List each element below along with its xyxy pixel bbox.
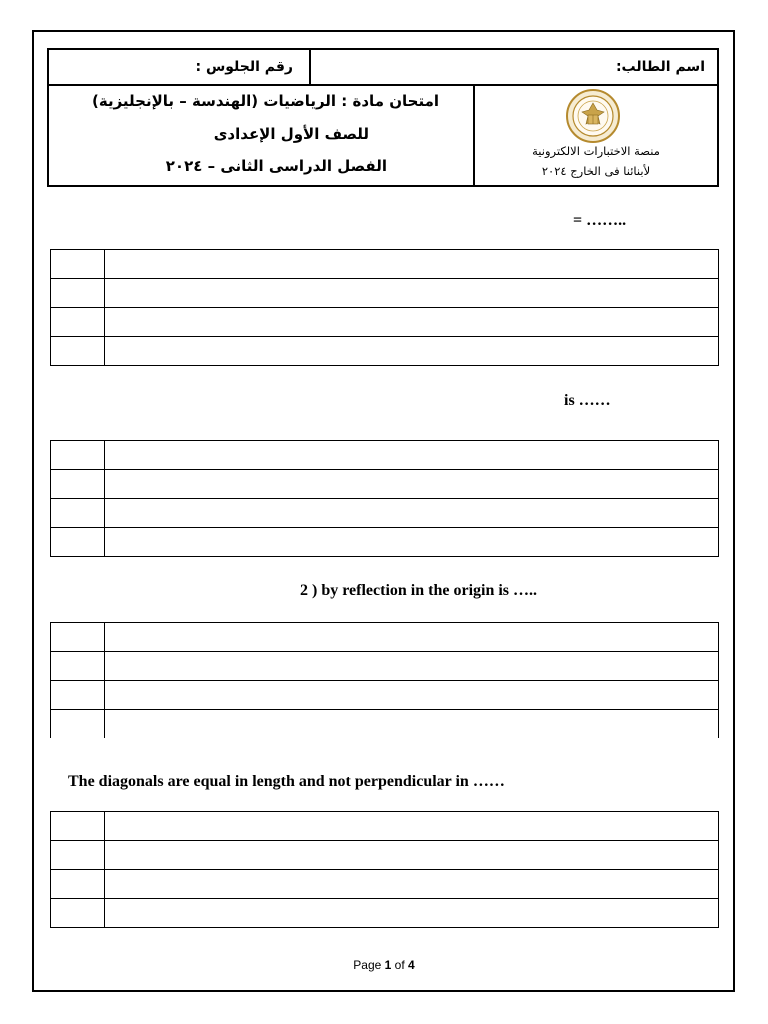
option-answer-cell[interactable]: [105, 841, 719, 870]
option-answer-cell[interactable]: [105, 812, 719, 841]
option-answer-cell[interactable]: [105, 899, 719, 928]
option-letter-cell: [51, 528, 105, 557]
option-letter-cell: [51, 337, 105, 366]
option-row[interactable]: [51, 279, 719, 308]
option-row[interactable]: [51, 499, 719, 528]
option-row[interactable]: [51, 841, 719, 870]
option-answer-cell[interactable]: [105, 470, 719, 499]
platform-name: منصة الاختبارات الالكترونية: [532, 144, 660, 158]
option-answer-cell[interactable]: [105, 870, 719, 899]
question-1-options: [50, 249, 719, 366]
option-row[interactable]: [51, 652, 719, 681]
header-info-row: [47, 48, 719, 86]
seat-number-cell[interactable]: [49, 50, 311, 84]
option-answer-cell[interactable]: [105, 710, 719, 739]
exam-title-cell: [49, 86, 475, 185]
option-letter-cell: [51, 308, 105, 337]
option-row[interactable]: [51, 870, 719, 899]
option-answer-cell[interactable]: [105, 308, 719, 337]
page-footer: [0, 958, 768, 972]
option-letter-cell: [51, 681, 105, 710]
option-answer-cell[interactable]: [105, 441, 719, 470]
current-page-number: 1: [384, 958, 392, 972]
option-letter-cell: [51, 623, 105, 652]
total-pages-number: 4: [408, 958, 415, 972]
option-letter-cell: [51, 710, 105, 739]
option-row[interactable]: [51, 528, 719, 557]
option-letter-cell: [51, 250, 105, 279]
option-row[interactable]: [51, 710, 719, 739]
option-row[interactable]: [51, 441, 719, 470]
egypt-ministry-seal-icon: [565, 88, 621, 144]
option-letter-cell: [51, 841, 105, 870]
exam-term-line: الفصل الدراسى الثانى – ٢٠٢٤: [165, 157, 387, 175]
platform-subtitle: لأبنائنا فى الخارج ٢٠٢٤: [541, 164, 651, 178]
question-2-options: [50, 440, 719, 557]
option-row[interactable]: [51, 623, 719, 652]
option-answer-cell[interactable]: [105, 528, 719, 557]
question-4-text: The diagonals are equal in length and not perpendicular in ……: [68, 773, 505, 790]
option-answer-cell[interactable]: [105, 681, 719, 710]
student-name-cell[interactable]: [311, 50, 717, 84]
option-letter-cell: [51, 441, 105, 470]
question-4-options: [50, 811, 719, 928]
option-letter-cell: [51, 279, 105, 308]
option-row[interactable]: [51, 470, 719, 499]
option-letter-cell: [51, 812, 105, 841]
question-1-text: = ……..: [573, 212, 627, 229]
student-name-label: اسم الطالب:: [615, 59, 705, 75]
option-letter-cell: [51, 499, 105, 528]
exam-title-line: امتحان مادة : الرياضيات (الهندسة – بالإنجليزية): [92, 92, 439, 110]
option-row[interactable]: [51, 681, 719, 710]
option-row[interactable]: [51, 308, 719, 337]
option-row[interactable]: [51, 337, 719, 366]
header-title-row: [47, 86, 719, 187]
option-answer-cell[interactable]: [105, 652, 719, 681]
platform-cell: [475, 86, 717, 185]
question-3-options: [50, 622, 719, 738]
question-2-text: is ……: [564, 392, 611, 409]
page-word: Page: [353, 958, 382, 972]
option-answer-cell[interactable]: [105, 250, 719, 279]
option-answer-cell[interactable]: [105, 337, 719, 366]
option-answer-cell[interactable]: [105, 279, 719, 308]
of-word: of: [394, 958, 405, 972]
option-answer-cell[interactable]: [105, 499, 719, 528]
option-letter-cell: [51, 899, 105, 928]
option-row[interactable]: [51, 899, 719, 928]
option-letter-cell: [51, 470, 105, 499]
option-answer-cell[interactable]: [105, 623, 719, 652]
option-letter-cell: [51, 870, 105, 899]
option-row[interactable]: [51, 250, 719, 279]
option-row[interactable]: [51, 812, 719, 841]
exam-grade-line: للصف الأول الإعدادى: [213, 125, 369, 143]
question-3-text: 2 ) by reflection in the origin is …..: [300, 582, 538, 599]
option-letter-cell: [51, 652, 105, 681]
seat-number-label: رقم الجلوس :: [195, 59, 293, 75]
